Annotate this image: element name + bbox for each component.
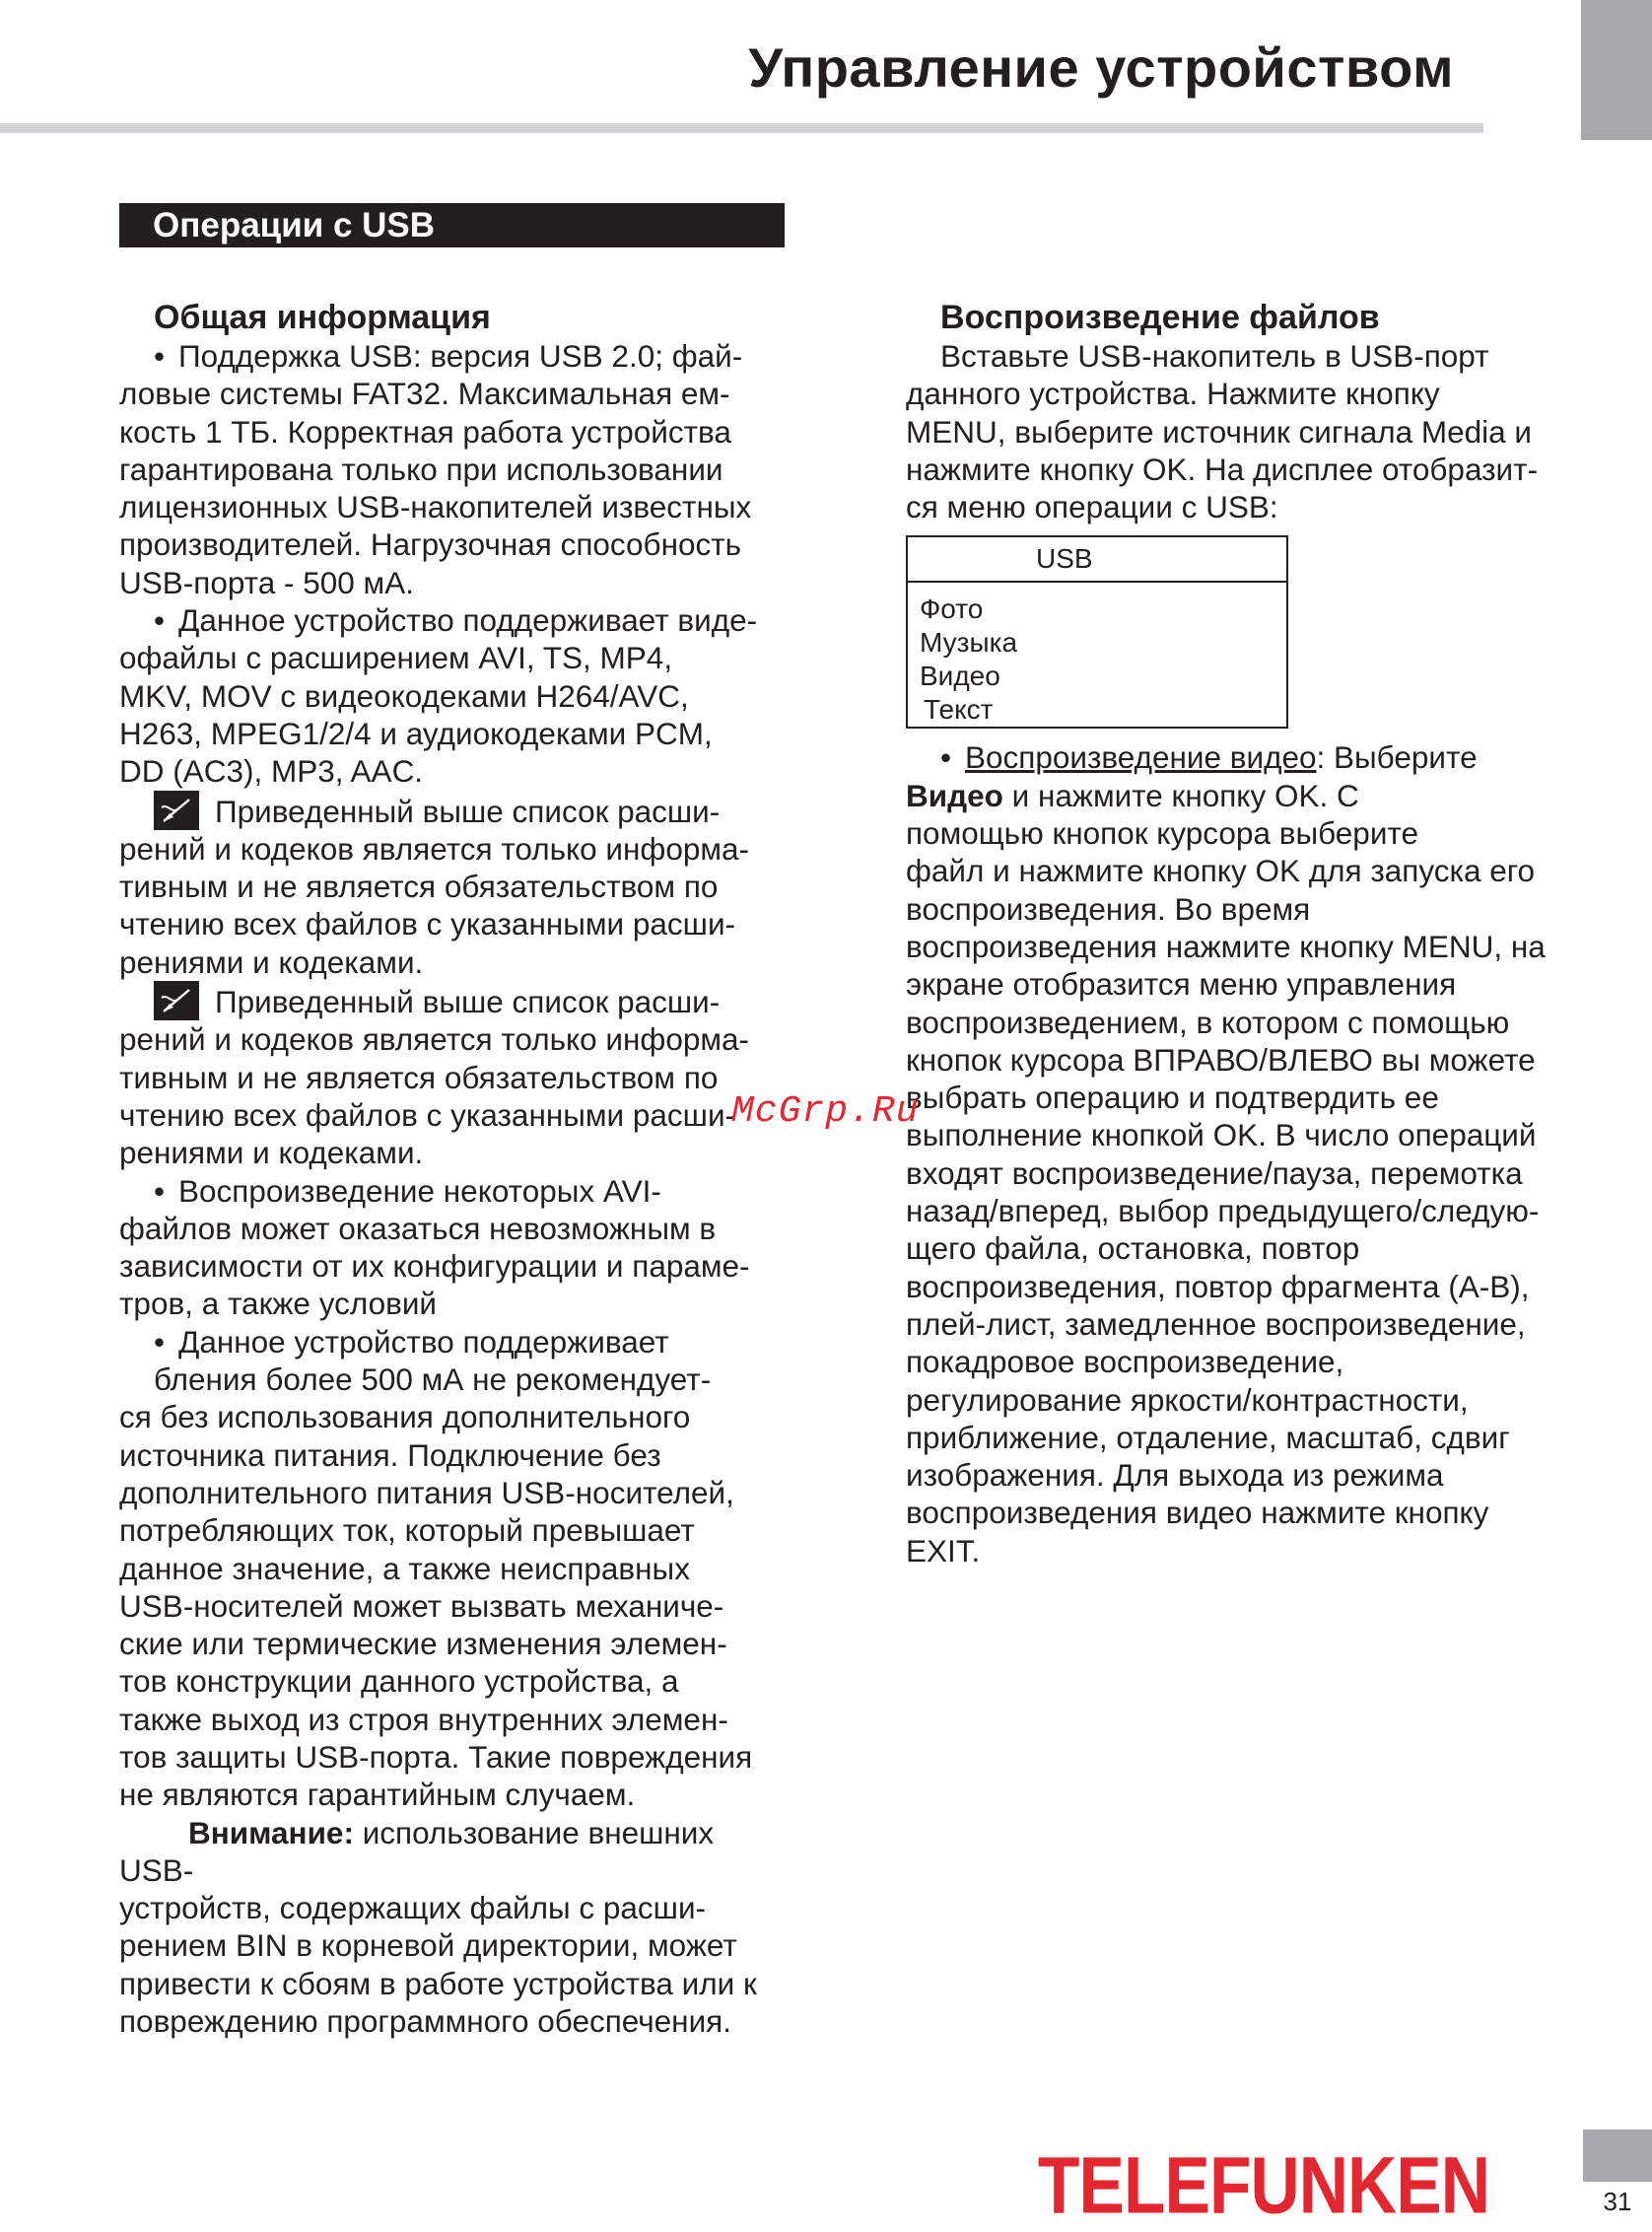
general-info-text: чтению всех файлов с указанными расши- bbox=[119, 1096, 736, 1133]
general-info-line bbox=[119, 564, 790, 601]
warning-label: Внимание: bbox=[188, 1814, 354, 1850]
video-playback-bullet bbox=[906, 738, 1571, 776]
general-info-text: тов конструкции данного устройства, а bbox=[119, 1663, 679, 1700]
video-playback-text: воспроизведения нажмите кнопку MENU, на bbox=[906, 928, 1546, 964]
bullet-icon: • bbox=[154, 1172, 166, 1209]
playback-intro-line bbox=[906, 451, 1571, 488]
general-info-text: рениями и кодеками. bbox=[119, 943, 424, 980]
general-info-text: файлов может оказаться невозможным в bbox=[119, 1210, 717, 1246]
video-playback-text: входят воспроизведение/пауза, перемотка bbox=[906, 1154, 1523, 1191]
general-info-line bbox=[119, 905, 790, 942]
general-info-text: H263, MPEG1/2/4 и аудиокодеками PCM, bbox=[119, 715, 713, 751]
warning-line bbox=[119, 1965, 790, 2002]
usb-menu-header: USB bbox=[908, 537, 1286, 583]
general-info-line bbox=[119, 981, 790, 1020]
general-info-text: дополнительного питания USB-носителей, bbox=[119, 1474, 734, 1510]
warning-text bbox=[119, 1889, 790, 2040]
video-playback-text: приближение, отдаление, масштаб, сдвиг bbox=[906, 1419, 1510, 1455]
video-playback-text: регулирование яркости/контрастности, bbox=[906, 1381, 1469, 1418]
general-info-text: DD (AC3), MP3, AAC. bbox=[119, 753, 424, 790]
section-title: Операции с USB bbox=[119, 203, 785, 247]
general-info-text: зависимости от их конфигурации и параме- bbox=[119, 1248, 750, 1285]
playback-intro-line bbox=[906, 337, 1571, 375]
video-playback-line bbox=[906, 814, 1571, 852]
general-info-line bbox=[119, 1701, 790, 1738]
video-playback-link: Воспроизведение видео bbox=[965, 739, 1317, 776]
general-info-line bbox=[119, 1172, 790, 1210]
video-playback-line bbox=[906, 1004, 1571, 1041]
video-playback-line bbox=[906, 1305, 1571, 1343]
general-info-line bbox=[119, 451, 790, 488]
warning-text: привести к сбоям в работе устройства или к bbox=[119, 1965, 757, 2001]
bullet-icon: • bbox=[154, 338, 166, 374]
general-info-text: рениями и кодеками. bbox=[119, 1135, 424, 1171]
general-info-text: потребляющих ток, который превышает bbox=[119, 1512, 695, 1549]
video-playback-text: покадровое воспроизведение, bbox=[906, 1344, 1344, 1380]
general-info-line bbox=[119, 868, 790, 905]
page-title: Управление устройством bbox=[748, 36, 1454, 99]
playback-intro-line bbox=[906, 413, 1571, 451]
general-info-text: не являются гарантийным случаем. bbox=[119, 1777, 636, 1813]
general-info-text: источника питания. Подключение без bbox=[119, 1436, 661, 1473]
playback-intro-line bbox=[906, 375, 1571, 412]
video-playback-line bbox=[906, 890, 1571, 928]
note-icon bbox=[154, 981, 199, 1020]
video-keyword: Видео bbox=[906, 777, 1003, 813]
video-playback-line bbox=[906, 1192, 1571, 1229]
general-info-text bbox=[119, 337, 790, 1814]
video-playback-line bbox=[906, 1343, 1571, 1380]
general-info-text: гарантирована только при использовании bbox=[119, 451, 723, 487]
video-playback-line bbox=[906, 1532, 1571, 1569]
general-info-line bbox=[119, 752, 790, 790]
video-playback-text: файл и нажмите кнопку OK для запуска его bbox=[906, 853, 1536, 889]
video-playback-line bbox=[906, 1494, 1571, 1531]
general-info-text: Данное устройство поддерживает виде- bbox=[178, 602, 758, 639]
playback-intro-text: Вставьте USB-накопитель в USB-порт bbox=[940, 338, 1489, 374]
video-playback-line bbox=[906, 928, 1571, 965]
general-info-line bbox=[119, 639, 790, 676]
video-playback-text: помощью кнопок курсора выберите bbox=[906, 815, 1419, 852]
general-info-line bbox=[119, 375, 790, 412]
video-playback-text: воспроизведения, повтор фрагмента (A-B), bbox=[906, 1268, 1530, 1304]
warning-paragraph bbox=[119, 1814, 790, 1890]
general-info-line bbox=[119, 1550, 790, 1587]
general-info-text: рений и кодеков является только информа- bbox=[119, 830, 750, 867]
general-info-line bbox=[119, 1398, 790, 1435]
video-playback-text: воспроизведением, в котором с помощью bbox=[906, 1004, 1510, 1040]
warning-line bbox=[119, 1926, 790, 1964]
general-info-line bbox=[119, 1247, 790, 1285]
video-playback-line2 bbox=[906, 777, 1571, 814]
video-playback-line bbox=[906, 965, 1571, 1003]
general-info-line bbox=[119, 1210, 790, 1247]
usb-menu-items bbox=[908, 583, 1286, 727]
general-info-text: MKV, MOV с видеокодеками H264/AVC, bbox=[119, 677, 689, 714]
video-playback-text: EXIT. bbox=[906, 1532, 981, 1569]
video-playback-line bbox=[906, 852, 1571, 889]
general-info-line bbox=[119, 715, 790, 752]
watermark: McGrp.Ru bbox=[731, 1090, 920, 1133]
bullet-icon: • bbox=[154, 602, 166, 639]
warning-text: повреждению программного обеспечения. bbox=[119, 2003, 731, 2040]
video-playback-line bbox=[906, 1229, 1571, 1267]
general-info-line bbox=[119, 1323, 790, 1360]
general-info-text: тивным и не является обязательством по bbox=[119, 869, 719, 905]
general-info-text: производителей. Нагрузочная способность bbox=[119, 526, 742, 563]
playback-intro-text: MENU, выберите источник сигнала Media и bbox=[906, 413, 1533, 450]
warning-line bbox=[119, 1889, 790, 1926]
general-info-text: ловые системы FAT32. Максимальная ем- bbox=[119, 376, 730, 412]
playback-intro-text: нажмите кнопку OK. На дисплее отобразит- bbox=[906, 451, 1539, 487]
video-playback-text: плей-лист, замедленное воспроизведение, bbox=[906, 1305, 1526, 1342]
general-info-line bbox=[119, 1020, 790, 1058]
general-info-text: тивным и не является обязательством по bbox=[119, 1059, 719, 1095]
left-column bbox=[119, 298, 790, 2040]
video-playback-line bbox=[906, 1268, 1571, 1305]
video-playback-text: выполнение кнопкой OK. В число операций bbox=[906, 1117, 1537, 1153]
general-info-line bbox=[119, 525, 790, 563]
general-info-line bbox=[119, 1511, 790, 1549]
video-playback-line bbox=[906, 1116, 1571, 1153]
general-info-text: USB-порта - 500 мА. bbox=[119, 564, 414, 600]
general-info-line bbox=[119, 943, 790, 981]
general-info-heading: Общая информация bbox=[154, 299, 491, 336]
general-info-line bbox=[119, 337, 790, 375]
general-info-text: чтению всех файлов с указанными расши- bbox=[119, 906, 736, 942]
video-playback-line bbox=[906, 1456, 1571, 1494]
general-info-line bbox=[119, 1436, 790, 1474]
bullet-icon: • bbox=[154, 1323, 166, 1360]
general-info-line bbox=[119, 488, 790, 525]
general-info-line bbox=[119, 1738, 790, 1776]
general-info-text: Приведенный выше список расши- bbox=[215, 984, 721, 1020]
video-playback-line bbox=[906, 1154, 1571, 1192]
note-icon bbox=[154, 791, 199, 830]
playback-intro bbox=[906, 337, 1571, 525]
general-info-line bbox=[119, 413, 790, 451]
video-playback-text: выбрать операцию и подтвердить ее bbox=[906, 1080, 1439, 1116]
svg-text:TELEFUNKEN: TELEFUNKEN bbox=[1038, 2140, 1489, 2231]
header-divider bbox=[0, 123, 1483, 133]
general-info-line bbox=[119, 1059, 790, 1096]
telefunken-logo-icon bbox=[1038, 2140, 1491, 2231]
general-info-line bbox=[119, 1625, 790, 1662]
general-info-line bbox=[119, 830, 790, 868]
video-playback-text: назад/вперед, выбор предыдущего/следую- bbox=[906, 1193, 1540, 1229]
brand-logo bbox=[1038, 2140, 1491, 2231]
usb-menu-item-music: Музыка bbox=[920, 627, 1018, 659]
general-info-text: тов защиты USB-порта. Такие повреждения bbox=[119, 1738, 753, 1775]
general-info-text: ские или термические изменения элемен- bbox=[119, 1626, 727, 1662]
usb-menu-item-video: Видео bbox=[920, 661, 1000, 692]
video-playback-line bbox=[906, 1041, 1571, 1079]
general-info-text: кость 1 ТБ. Корректная работа устройства bbox=[119, 413, 731, 450]
general-info-line bbox=[119, 1776, 790, 1813]
warning-text: рением BIN в корневой директории, может bbox=[119, 1927, 737, 1964]
general-info-text: тров, а также условий bbox=[119, 1286, 438, 1322]
general-info-text: Поддержка USB: версия USB 2.0; фай- bbox=[178, 338, 743, 374]
video-playback-after-link: : Выберите bbox=[1316, 739, 1478, 776]
corner-tab bbox=[1581, 0, 1652, 140]
video-playback-text bbox=[906, 814, 1571, 1569]
general-info-line bbox=[119, 601, 790, 639]
page-tab bbox=[1583, 2129, 1652, 2182]
video-playback-text: воспроизведения. Во время bbox=[906, 890, 1311, 927]
right-column bbox=[906, 298, 1571, 1569]
video-playback-text: щего файла, остановка, повтор bbox=[906, 1230, 1360, 1267]
general-info-line bbox=[119, 1474, 790, 1511]
usb-menu-item-text: Текст bbox=[924, 694, 994, 726]
general-info-text: офайлы с расширением AVI, TS, MP4, bbox=[119, 640, 673, 676]
usb-menu-item-photo: Фото bbox=[920, 593, 984, 625]
usb-menu-diagram bbox=[906, 535, 1288, 729]
general-info-text: бления более 500 мА не рекомендует- bbox=[154, 1361, 712, 1398]
general-info-line bbox=[119, 1587, 790, 1625]
general-info-text: также выход из строя внутренних элемен- bbox=[119, 1701, 728, 1737]
warning-text-first: использование внешних USB- bbox=[119, 1814, 715, 1888]
general-info-text: рений и кодеков является только информа- bbox=[119, 1021, 750, 1058]
video-after-keyword: и нажмите кнопку OK. С bbox=[1002, 777, 1359, 813]
video-playback-line bbox=[906, 1079, 1571, 1116]
video-playback-line bbox=[906, 1419, 1571, 1456]
video-playback-line bbox=[906, 1381, 1571, 1419]
playback-heading: Воспроизведение файлов bbox=[940, 299, 1380, 336]
playback-intro-text: ся меню операции с USB: bbox=[906, 489, 1278, 525]
general-info-text: ся без использования дополнительного bbox=[119, 1399, 691, 1435]
page-number: 31 bbox=[1603, 2187, 1632, 2216]
general-info-line bbox=[119, 1360, 790, 1398]
general-info-text: Данное устройство поддерживает bbox=[178, 1323, 669, 1360]
general-info-line bbox=[119, 1285, 790, 1322]
general-info-line bbox=[119, 677, 790, 715]
general-info-text: Воспроизведение некоторых AVI- bbox=[178, 1172, 661, 1209]
playback-intro-line bbox=[906, 488, 1571, 525]
general-info-line bbox=[119, 1096, 790, 1134]
general-info-text: лицензионных USB-накопителей известных bbox=[119, 489, 752, 525]
video-playback-text: кнопок курсора ВПРАВО/ВЛЕВО вы можете bbox=[906, 1041, 1536, 1078]
general-info-text: данное значение, а также неисправных bbox=[119, 1550, 690, 1586]
general-info-line bbox=[119, 1662, 790, 1700]
general-info-line bbox=[119, 1134, 790, 1171]
warning-line bbox=[119, 2002, 790, 2040]
general-info-text: USB-носителей может вызвать механиче- bbox=[119, 1587, 724, 1624]
video-playback-text: изображения. Для выхода из режима bbox=[906, 1457, 1444, 1494]
warning-text: устройств, содержащих файлы с расши- bbox=[119, 1890, 707, 1926]
video-playback-text: воспроизведения видео нажмите кнопку bbox=[906, 1495, 1489, 1531]
general-info-text: Приведенный выше список расши- bbox=[215, 793, 721, 829]
playback-intro-text: данного устройства. Нажмите кнопку bbox=[906, 376, 1440, 412]
general-info-line bbox=[119, 791, 790, 830]
video-playback-text: экране отобразится меню управления bbox=[906, 966, 1457, 1003]
bullet-icon: • bbox=[940, 739, 952, 776]
